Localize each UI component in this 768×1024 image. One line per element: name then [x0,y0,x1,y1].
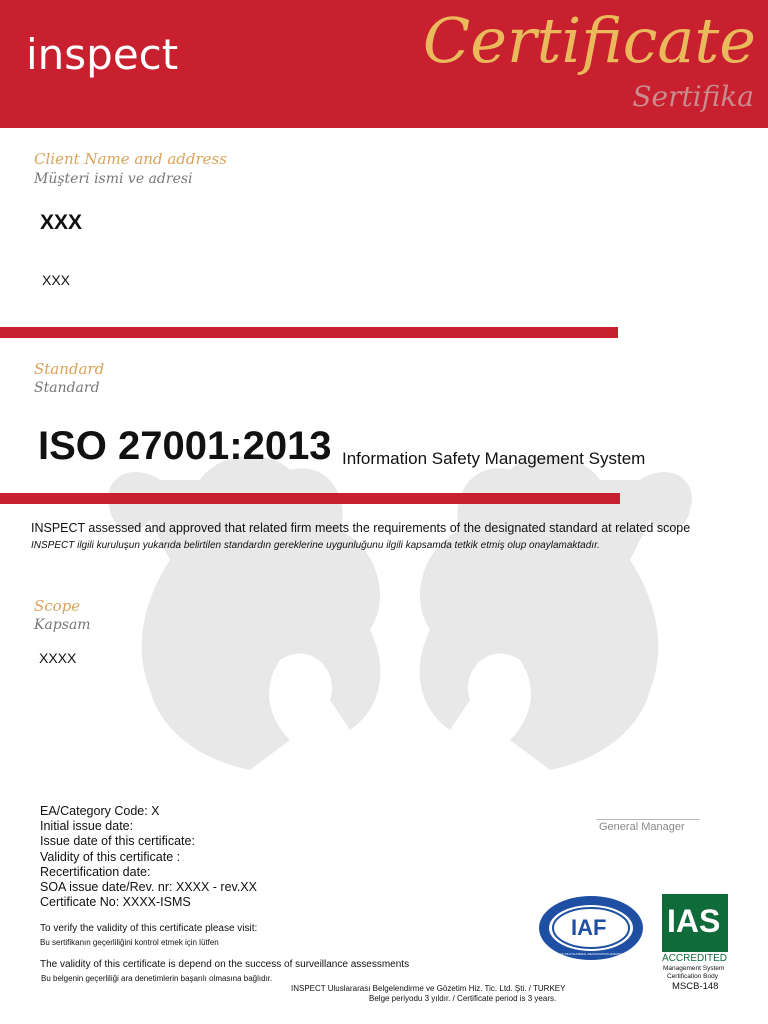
recertification-date: Recertification date: [40,864,151,879]
scope-label-tr: Kapsam [34,617,91,633]
iaf-logo [538,895,644,961]
standard-code: ISO 27001:2013 [38,424,332,468]
statement-en: INSPECT assessed and approved that related firm meets the requirements of the designated standard at related scope [31,521,691,535]
certificate-number: Certificate No: XXXX-ISMS [40,895,191,910]
ias-code: MSCB-148 [672,981,719,992]
surveillance-text-en: The validity of this certificate is depend on the success of surveillance assessments [40,959,410,970]
validity: Validity of this certificate : [40,849,181,864]
divider-bar-top [0,327,618,338]
iaf-ring-text: MEMBER OF MULTILATERAL RECOGNITION ARRANGEMENT [546,952,633,956]
verify-text-en: To verify the validity of this certificate please visit: [40,923,258,934]
certificate-subtitle: Sertifika [632,80,754,113]
ias-line2: Certification Body [667,973,718,980]
issue-date: Issue date of this certificate: [40,834,195,849]
surveillance-text-tr: Bu belgenin geçerliliği ara denetimlerin başarılı olmasına bağlıdır. [41,974,273,983]
ias-logo [662,894,728,994]
verify-text-tr: Bu sertifikanın geçerliliğini kontrol etmek için lütfen [40,938,219,947]
standard-label-en: Standard [34,360,105,378]
certificate-details [40,804,257,910]
ias-letters: IAS [667,903,721,939]
ea-category-code: EA/Category Code: X [40,804,160,818]
certificate-header [0,0,768,128]
client-label-tr: Müşteri ismi ve adresi [34,171,193,187]
standard-name: Information Safety Management System [342,449,646,468]
statement-tr: INSPECT ilgili kuruluşun yukarıda belirtilen standardın gereklerine uygunluğunu ilgili kapsamda tetkik etmiş olup onaylamaktadır. [31,540,600,551]
divider-bar-bottom [0,493,620,504]
footer-company: INSPECT Uluslararası Belgelendirme ve Gözetim Hiz. Tic. Ltd. Şti. / TURKEY [291,984,566,993]
initial-issue-date: Initial issue date: [40,819,134,834]
client-name: XXX [40,211,83,234]
signature-role: General Manager [599,821,685,833]
standard-label-tr: Standard [34,380,100,396]
scope-value: XXXX [39,650,77,666]
iaf-letters: IAF [571,915,607,940]
certificate-title: Certificate [422,4,756,77]
soa-issue-date: SOA issue date/Rev. nr: XXXX - rev.XX [40,880,257,895]
inspect-logo: inspect [26,30,179,79]
ias-accredited: ACCREDITED [662,953,728,964]
client-address: XXX [42,272,71,288]
ias-line1: Management System [663,965,725,972]
client-label-en: Client Name and address [34,150,227,168]
scope-label-en: Scope [34,597,81,615]
signature-line [596,819,700,820]
footer-period: Belge periyodu 3 yıldır. / Certificate period is 3 years. [369,994,557,1003]
